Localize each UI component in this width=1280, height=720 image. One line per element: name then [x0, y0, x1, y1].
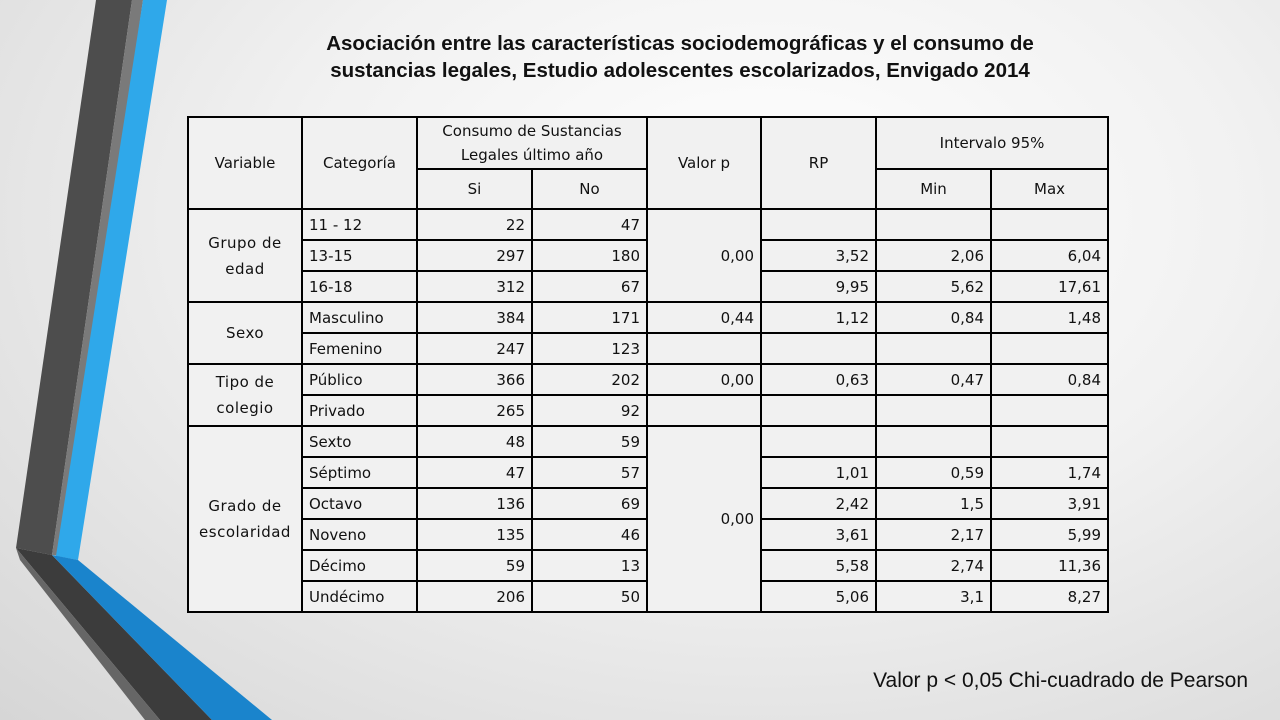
- rp-cell: 5,58: [761, 550, 876, 581]
- categoria-cell: Décimo: [302, 550, 417, 581]
- header-max: Max: [991, 169, 1108, 209]
- min-cell: [876, 395, 991, 426]
- no-cell: 180: [532, 240, 647, 271]
- variable-label: Sexo: [225, 324, 265, 342]
- no-cell: 47: [532, 209, 647, 240]
- categoria-cell: Privado: [302, 395, 417, 426]
- si-cell: 247: [417, 333, 532, 364]
- max-cell: 17,61: [991, 271, 1108, 302]
- header-valor-p: Valor p: [647, 117, 761, 209]
- si-cell: 135: [417, 519, 532, 550]
- categoria-cell: Sexto: [302, 426, 417, 457]
- si-cell: 312: [417, 271, 532, 302]
- header-variable: Variable: [188, 117, 302, 209]
- min-cell: [876, 426, 991, 457]
- valor-p-cell: 0,00: [647, 209, 761, 302]
- si-cell: 366: [417, 364, 532, 395]
- rp-cell: [761, 209, 876, 240]
- variable-label: Grupo de: [208, 233, 282, 252]
- min-cell: 3,1: [876, 581, 991, 612]
- valor-p-cell: [647, 395, 761, 426]
- max-cell: 1,74: [991, 457, 1108, 488]
- si-cell: 265: [417, 395, 532, 426]
- variable-cell-edad: [188, 209, 302, 302]
- table-row: [188, 426, 1108, 457]
- valor-p-cell: 0,00: [647, 426, 761, 612]
- rp-cell: [761, 426, 876, 457]
- dark-stripe-upper: [16, 0, 132, 555]
- min-cell: 0,47: [876, 364, 991, 395]
- dark-stripe-lower: [16, 548, 212, 720]
- no-cell: 202: [532, 364, 647, 395]
- footnote: Valor p < 0,05 Chi-cuadrado de Pearson: [873, 669, 1248, 692]
- page-title: [230, 30, 1130, 84]
- categoria-cell: 11 - 12: [302, 209, 417, 240]
- header-intervalo: Intervalo 95%: [876, 117, 1108, 169]
- max-cell: 11,36: [991, 550, 1108, 581]
- min-cell: 5,62: [876, 271, 991, 302]
- header-no: No: [532, 169, 647, 209]
- categoria-cell: 16-18: [302, 271, 417, 302]
- valor-p-cell: [647, 333, 761, 364]
- table-row: [188, 302, 1108, 333]
- min-cell: 2,06: [876, 240, 991, 271]
- categoria-cell: Undécimo: [302, 581, 417, 612]
- header-consumo: [417, 117, 647, 169]
- max-cell: [991, 209, 1108, 240]
- header-row-1: [188, 117, 1108, 169]
- title-line-1: Asociación entre las características sociodemográficas y el consumo de: [326, 32, 1034, 55]
- si-cell: 206: [417, 581, 532, 612]
- max-cell: 1,48: [991, 302, 1108, 333]
- rp-cell: 1,01: [761, 457, 876, 488]
- min-cell: [876, 333, 991, 364]
- max-cell: [991, 333, 1108, 364]
- variable-cell-escolaridad: [188, 426, 302, 612]
- max-cell: 5,99: [991, 519, 1108, 550]
- no-cell: 50: [532, 581, 647, 612]
- rp-cell: [761, 333, 876, 364]
- categoria-cell: Público: [302, 364, 417, 395]
- header-consumo-line1: Consumo de Sustancias: [442, 122, 622, 140]
- blue-stripe-upper: [56, 0, 167, 560]
- max-cell: 0,84: [991, 364, 1108, 395]
- rp-cell: 3,61: [761, 519, 876, 550]
- si-cell: 59: [417, 550, 532, 581]
- categoria-cell: Femenino: [302, 333, 417, 364]
- categoria-cell: Séptimo: [302, 457, 417, 488]
- valor-p-cell: 0,44: [647, 302, 761, 333]
- min-cell: 0,84: [876, 302, 991, 333]
- table-row: [188, 364, 1108, 395]
- variable-cell-colegio: [188, 364, 302, 426]
- variable-label: escolaridad: [199, 523, 291, 541]
- categoria-cell: Noveno: [302, 519, 417, 550]
- table-row: [188, 395, 1108, 426]
- no-cell: 92: [532, 395, 647, 426]
- max-cell: 8,27: [991, 581, 1108, 612]
- rp-cell: [761, 395, 876, 426]
- categoria-cell: Octavo: [302, 488, 417, 519]
- variable-cell-sexo: [188, 302, 302, 364]
- header-rp: RP: [761, 117, 876, 209]
- min-cell: 1,5: [876, 488, 991, 519]
- si-cell: 384: [417, 302, 532, 333]
- si-cell: 136: [417, 488, 532, 519]
- table-row: [188, 333, 1108, 364]
- no-cell: 123: [532, 333, 647, 364]
- si-cell: 48: [417, 426, 532, 457]
- rp-cell: 2,42: [761, 488, 876, 519]
- max-cell: [991, 426, 1108, 457]
- categoria-cell: Masculino: [302, 302, 417, 333]
- rp-cell: 1,12: [761, 302, 876, 333]
- min-cell: 2,74: [876, 550, 991, 581]
- valor-p-cell: 0,00: [647, 364, 761, 395]
- no-cell: 67: [532, 271, 647, 302]
- rp-cell: 3,52: [761, 240, 876, 271]
- variable-label: colegio: [216, 399, 274, 417]
- si-cell: 47: [417, 457, 532, 488]
- min-cell: 0,59: [876, 457, 991, 488]
- si-cell: 297: [417, 240, 532, 271]
- rp-cell: 5,06: [761, 581, 876, 612]
- max-cell: [991, 395, 1108, 426]
- no-cell: 59: [532, 426, 647, 457]
- variable-label: Grado de: [208, 497, 282, 515]
- title-line-2: sustancias legales, Estudio adolescentes escolarizados, Envigado 2014: [330, 59, 1030, 82]
- gray-sliver-lower: [16, 548, 160, 720]
- gray-stripe-upper: [52, 0, 143, 556]
- si-cell: 22: [417, 209, 532, 240]
- min-cell: [876, 209, 991, 240]
- no-cell: 46: [532, 519, 647, 550]
- variable-label: Tipo de: [215, 373, 275, 391]
- categoria-cell: 13-15: [302, 240, 417, 271]
- no-cell: 69: [532, 488, 647, 519]
- variable-label: edad: [225, 259, 265, 278]
- rp-cell: 0,63: [761, 364, 876, 395]
- no-cell: 171: [532, 302, 647, 333]
- results-table: [187, 116, 1109, 613]
- max-cell: 6,04: [991, 240, 1108, 271]
- max-cell: 3,91: [991, 488, 1108, 519]
- header-categoria: Categoría: [302, 117, 417, 209]
- no-cell: 13: [532, 550, 647, 581]
- table-row: [188, 209, 1108, 240]
- header-si: Si: [417, 169, 532, 209]
- header-min: Min: [876, 169, 991, 209]
- min-cell: 2,17: [876, 519, 991, 550]
- rp-cell: 9,95: [761, 271, 876, 302]
- no-cell: 57: [532, 457, 647, 488]
- header-consumo-line2: Legales último año: [460, 146, 604, 164]
